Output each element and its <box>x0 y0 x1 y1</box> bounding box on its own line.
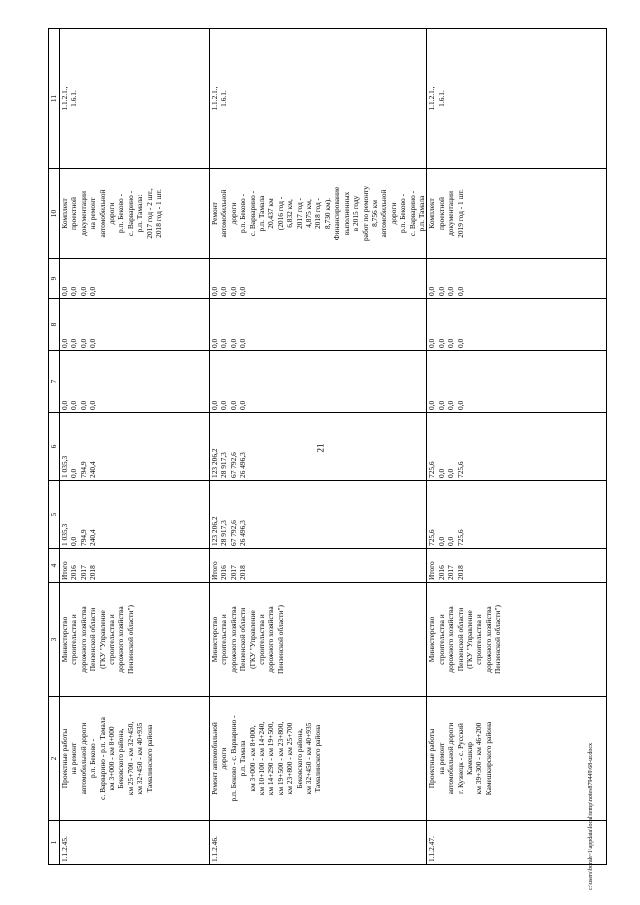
c6-value: 123 206,2 <box>210 448 219 478</box>
c5-cell <box>60 481 210 549</box>
header-cell: 10 <box>49 169 60 259</box>
c5-value: 0,0 <box>69 536 79 546</box>
years-cell <box>210 549 427 583</box>
header-cell: 8 <box>49 299 60 351</box>
years-value: 2018 <box>238 565 248 580</box>
header-cell: 11 <box>49 29 60 169</box>
c7-cell <box>60 351 210 413</box>
c8-value: 0,0 <box>455 338 465 348</box>
header-cell: 7 <box>49 351 60 413</box>
executor-cell: Министерство строительства и дорожного хозяйства Пензенской области (ГКУ "Управление строительства и дорожного хозяйства Пензенской области") <box>427 583 607 697</box>
years-value: Итого <box>427 561 437 580</box>
c6-cell <box>60 413 210 481</box>
c7-value: 0,0 <box>69 400 79 410</box>
c8-value: 0,0 <box>446 338 456 348</box>
c8-value: 0,0 <box>436 338 446 348</box>
c9-value: 0,0 <box>238 286 248 296</box>
table-row <box>60 29 210 865</box>
c8-cell <box>427 299 607 351</box>
item-number-cell: 1.1.2.46. <box>210 821 427 865</box>
c6-value: 794,9 <box>78 461 88 478</box>
c9-value: 0,0 <box>228 286 238 296</box>
c6-value: 26 496,3 <box>238 452 248 478</box>
years-value: 2016 <box>219 565 229 580</box>
c6-value: 240,4 <box>88 461 98 478</box>
link-cell: 1.1.2.1., 1.6.1. <box>427 29 607 169</box>
c6-cell <box>210 413 427 481</box>
c5-value: 725,6 <box>427 529 437 546</box>
c7-value: 0,0 <box>427 400 437 410</box>
c7-value: 0,0 <box>88 400 98 410</box>
c7-value: 0,0 <box>210 400 219 410</box>
c7-value: 0,0 <box>238 400 248 410</box>
years-value: Итого <box>60 561 69 580</box>
c9-cell <box>60 259 210 299</box>
c9-cell <box>210 259 427 299</box>
table-row <box>210 29 427 865</box>
years-value: Итого <box>210 561 219 580</box>
table-row <box>427 29 607 865</box>
c6-value: 725,6 <box>455 461 465 478</box>
c5-value: 240,4 <box>88 529 98 546</box>
c5-value: 0,0 <box>436 536 446 546</box>
header-row <box>49 29 60 865</box>
result-cell: Ремонт автомобильной дороги р.п. Беково - с. Варварино - р.п. Тамала 20,437 км (2016 год - 6,832 км, 2017 год - 4,875 км, 2018 год - 8,730 км). Финансирование выполненных в 2015 году работ по ремонту 8,756 км автомобильной дороги р.п. Беково - с. Варварино - р.п. Тамала <box>210 169 427 259</box>
c5-value: 67 792,6 <box>228 520 238 546</box>
item-number-cell: 1.1.2.47. <box>427 821 607 865</box>
activity-name-cell: Проектные работы на ремонт автомобильной дороги г. Кузнецк - с. Русский Камешкир км 39+300 - км 46+200 Камешкирского района <box>427 697 607 821</box>
activity-name-cell: Проектные работы на ремонт автомобильной дороги р.п. Беково - с. Варварино - р.п. Тамала км 3+000 - км 8+000 Бековского района, км 25+700 - км 32+450, км 32+450 - км 40+935 Тамалинского района <box>60 697 210 821</box>
c6-value: 0,0 <box>436 468 446 478</box>
c9-value: 0,0 <box>210 286 219 296</box>
header-cell: 4 <box>49 549 60 583</box>
c7-value: 0,0 <box>436 400 446 410</box>
c9-value: 0,0 <box>88 286 98 296</box>
footer-file-path: c:\users\borah~1\appdata\local\temp\notes879449\68-ur.docx <box>588 742 594 890</box>
c9-value: 0,0 <box>78 286 88 296</box>
link-cell: 1.1.2.1., 1.6.1. <box>60 29 210 169</box>
c8-value: 0,0 <box>88 338 98 348</box>
years-cell <box>427 549 607 583</box>
c5-cell <box>427 481 607 549</box>
c8-value: 0,0 <box>69 338 79 348</box>
c8-value: 0,0 <box>219 338 229 348</box>
c9-value: 0,0 <box>60 286 69 296</box>
c5-value: 0,0 <box>446 536 456 546</box>
page-number: 21 <box>315 443 326 453</box>
c5-value: 725,6 <box>455 529 465 546</box>
header-cell: 5 <box>49 481 60 549</box>
c6-value: 28 917,3 <box>219 452 229 478</box>
c7-value: 0,0 <box>219 400 229 410</box>
c8-value: 0,0 <box>427 338 437 348</box>
c7-value: 0,0 <box>455 400 465 410</box>
years-value: 2018 <box>455 565 465 580</box>
c5-value: 28 917,3 <box>219 520 229 546</box>
header-cell: 3 <box>49 583 60 697</box>
c9-value: 0,0 <box>219 286 229 296</box>
program-table <box>48 28 607 865</box>
result-cell: Комплект проектной документации на ремонт автомобильной дороги р.п. Беково - с. Варварино - р.п. Тамала: 2017 год - 2 шт., 2018 год - 1 шт. <box>60 169 210 259</box>
years-value: 2018 <box>88 565 98 580</box>
executor-cell: Министерство строительства и дорожного хозяйства Пензенской области (ГКУ "Управление строительства и дорожного хозяйства Пензенской области") <box>210 583 427 697</box>
years-cell <box>60 549 210 583</box>
c5-value: 1 035,3 <box>60 523 69 546</box>
c8-cell <box>60 299 210 351</box>
c7-cell <box>210 351 427 413</box>
c8-cell <box>210 299 427 351</box>
years-value: 2017 <box>446 565 456 580</box>
header-cell: 1 <box>49 821 60 865</box>
link-cell: 1.1.2.1., 1.6.1. <box>210 29 427 169</box>
years-value: 2016 <box>69 565 79 580</box>
c6-value: 0,0 <box>446 468 456 478</box>
activity-name-cell: Ремонт автомобильной дороги р.п. Беково - с. Варварино - р.п. Тамала км 3+000 - км 8+000, км 10+100 - км 14+240, км 14+290 - км 19+500, км 19+500 - км 23+800, км 23+800 - км 25+700 Бековского района, км 32+450 - км 40+935 Тамалинского района <box>210 697 427 821</box>
c9-value: 0,0 <box>446 286 456 296</box>
c9-value: 0,0 <box>427 286 437 296</box>
item-number-cell: 1.1.2.45. <box>60 821 210 865</box>
c6-value: 0,0 <box>69 468 79 478</box>
c8-value: 0,0 <box>60 338 69 348</box>
c5-value: 123 206,2 <box>210 516 219 546</box>
c5-value: 26 496,3 <box>238 520 248 546</box>
years-value: 2017 <box>78 565 88 580</box>
c9-value: 0,0 <box>436 286 446 296</box>
c7-value: 0,0 <box>228 400 238 410</box>
years-value: 2016 <box>436 565 446 580</box>
c5-value: 794,9 <box>78 529 88 546</box>
header-cell: 9 <box>49 259 60 299</box>
result-cell: Комплект проектной документации 2019 год - 1 шт. <box>427 169 607 259</box>
c5-cell <box>210 481 427 549</box>
c6-value: 67 792,6 <box>228 452 238 478</box>
c9-value: 0,0 <box>69 286 79 296</box>
rotated-page <box>48 29 578 865</box>
c9-cell <box>427 259 607 299</box>
years-value: 2017 <box>228 565 238 580</box>
c6-cell <box>427 413 607 481</box>
c8-value: 0,0 <box>78 338 88 348</box>
c7-cell <box>427 351 607 413</box>
c7-value: 0,0 <box>60 400 69 410</box>
c9-value: 0,0 <box>455 286 465 296</box>
c8-value: 0,0 <box>238 338 248 348</box>
c8-value: 0,0 <box>210 338 219 348</box>
c7-value: 0,0 <box>446 400 456 410</box>
table-body <box>49 29 607 865</box>
header-cell: 2 <box>49 697 60 821</box>
c6-value: 725,6 <box>427 461 437 478</box>
c6-value: 1 035,3 <box>60 455 69 478</box>
executor-cell: Министерство строительства и дорожного хозяйства Пензенской области (ГКУ "Управление строительства и дорожного хозяйства Пензенской области") <box>60 583 210 697</box>
c7-value: 0,0 <box>78 400 88 410</box>
header-cell: 6 <box>49 413 60 481</box>
c8-value: 0,0 <box>228 338 238 348</box>
